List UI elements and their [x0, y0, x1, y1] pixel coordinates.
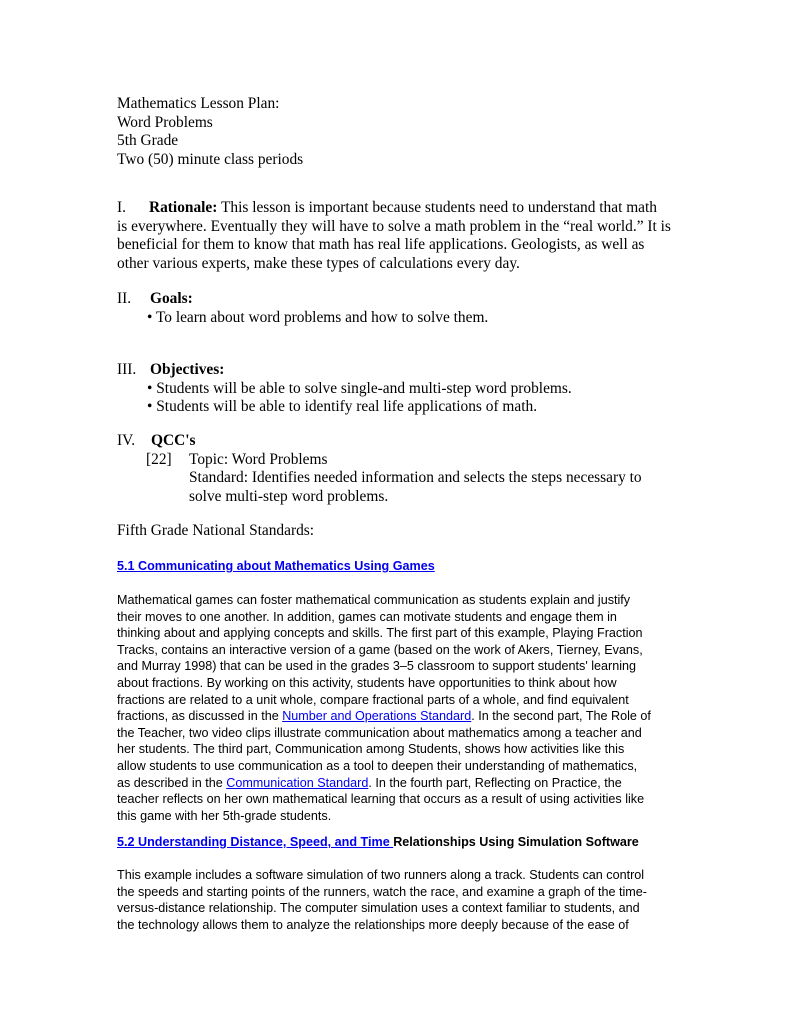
qcc-standard-line: solve multi-step word problems. — [189, 487, 389, 505]
qcc-code: [22] — [146, 450, 172, 468]
paragraph-line: their moves to one another. In addition, games can motivate students and engage them in — [117, 609, 617, 624]
standard-5-1-link[interactable]: 5.1 Communicating about Mathematics Using Games — [117, 559, 435, 573]
paragraph-line: and Murray 1998) that can be used in the grades 3–5 classroom to support students' learning — [117, 659, 637, 674]
header-topic: Word Problems — [117, 113, 213, 131]
goals-section — [117, 290, 488, 327]
paragraph-text: as described in the — [117, 775, 227, 790]
paragraph-line: the Teacher, two video clips illustrate communication about mathematics among a teacher and — [117, 725, 642, 740]
number-operations-standard-link[interactable]: Number and Operations Standard — [282, 709, 472, 724]
paragraph-text: . In the fourth part, Reflecting on Practice, the — [368, 775, 622, 790]
objectives-item: • Students will be able to solve single-and multi-step word problems. — [147, 379, 572, 397]
paragraph-text: . In the second part, The Role of — [471, 709, 651, 724]
paragraph-line: teacher reflects on her own mathematical learning that occurs as a result of using activities like — [117, 792, 645, 807]
paragraph-line: fractions are related to a unit whole, compare fractional parts of a whole, and find equivalent — [117, 692, 629, 707]
objectives-section — [117, 361, 572, 417]
goals-number: II. — [117, 290, 132, 307]
standard-5-2-link[interactable]: 5.2 Understanding Distance, Speed, and Time — [117, 835, 394, 849]
paragraph-line: the technology allows them to analyze the relationships more deeply because of the ease of — [117, 917, 629, 932]
paragraph-line: about fractions. By working on this activity, students have opportunities to think about how — [117, 675, 617, 690]
paragraph-line: thinking about and applying concepts and skills. The first part of this example, Playing Fraction — [117, 626, 643, 641]
paragraph-line: her students. The third part, Communication among Students, shows how activities like this — [117, 742, 625, 757]
objectives-heading: Objectives: — [150, 361, 225, 378]
goals-item: • To learn about word problems and how to solve them. — [147, 308, 489, 326]
objectives-item: • Students will be able to identify real life applications of math. — [147, 398, 538, 416]
standard-5-2-paragraph — [117, 867, 647, 933]
qcc-topic: Topic: Word Problems — [189, 450, 328, 468]
rationale-text-line: This lesson is important because students need to understand that math — [220, 199, 657, 216]
rationale-text-line: other various experts, make these types of calculations every day. — [117, 254, 520, 272]
standard-5-2-heading-rest: Relationships Using Simulation Software — [393, 835, 639, 849]
paragraph-line: This example includes a software simulation of two runners along a track. Students can control — [117, 868, 645, 882]
rationale-text-line: beneficial for them to know that math has real life applications. Geologists, as well as — [117, 236, 645, 254]
qcc-heading: QCC's — [151, 432, 196, 449]
rationale-heading: Rationale: — [149, 199, 218, 216]
header-title: Mathematics Lesson Plan: — [117, 95, 280, 112]
paragraph-line: this game with her 5th-grade students. — [117, 808, 332, 823]
national-standards-heading: Fifth Grade National Standards: — [117, 522, 315, 539]
standard-5-2-heading — [117, 834, 639, 851]
rationale-text-line: is everywhere. Eventually they will have to solve a math problem in the “real world.” It is — [117, 217, 671, 235]
paragraph-line: Mathematical games can foster mathematical communication as students explain and justify — [117, 593, 631, 607]
header-grade: 5th Grade — [117, 132, 179, 150]
paragraph-line: allow students to use communication as a tool to deepen their understanding of mathematics, — [117, 758, 638, 773]
paragraph-line: the speeds and starting points of the runners, watch the race, and examine a graph of the time- — [117, 884, 647, 899]
goals-heading: Goals: — [150, 290, 193, 307]
rationale-number: I. — [117, 199, 126, 216]
qcc-section — [117, 432, 642, 506]
paragraph-line: Tracks, contains an interactive version of a game (based on the work of Akers, Tierney, Evans, — [117, 642, 643, 657]
qcc-number: IV. — [117, 432, 136, 449]
objectives-number: III. — [117, 361, 137, 378]
paragraph-text: fractions, as discussed in the — [117, 709, 283, 724]
paragraph-line: versus-distance relationship. The computer simulation uses a context familiar to students, and — [117, 901, 640, 916]
communication-standard-link[interactable]: Communication Standard — [226, 775, 369, 790]
header-duration: Two (50) minute class periods — [117, 150, 304, 168]
rationale-section — [117, 199, 671, 273]
qcc-standard-line: Standard: Identifies needed information and selects the steps necessary to — [189, 469, 642, 487]
standard-5-1-paragraph — [117, 592, 651, 824]
lesson-header — [117, 95, 303, 169]
